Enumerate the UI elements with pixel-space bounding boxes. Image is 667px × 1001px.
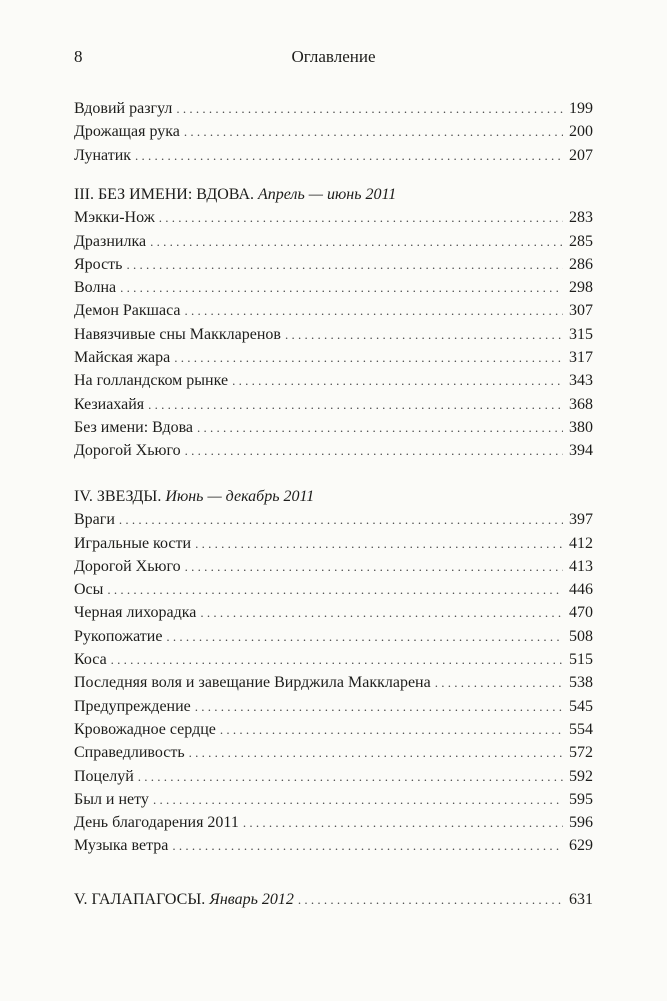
toc-entry-page: 446 — [569, 581, 593, 599]
toc-entry-page: 317 — [569, 349, 593, 367]
toc-entry-page: 394 — [569, 442, 593, 460]
dot-leader — [172, 834, 563, 857]
toc-entry-page: 397 — [569, 511, 593, 529]
toc-entry[interactable] — [74, 97, 593, 120]
toc-entry[interactable] — [74, 206, 593, 229]
toc-entry[interactable] — [74, 578, 593, 601]
dot-leader — [153, 788, 563, 811]
dot-leader — [435, 671, 563, 694]
dot-leader — [159, 206, 563, 229]
toc-entry[interactable] — [74, 648, 593, 671]
toc-entry-title: Дразнилка — [74, 232, 147, 250]
dot-leader — [232, 369, 563, 392]
toc-entry-title: Справедливость — [74, 744, 185, 762]
toc-entry-title: Кровожадное сердце — [74, 720, 216, 738]
toc-entry-page: 631 — [569, 891, 593, 908]
toc-entry-title: Дрожащая рука — [74, 123, 180, 141]
toc-entry-page: 412 — [569, 534, 593, 552]
section-heading-dates: Июнь — декабрь 2011 — [165, 488, 315, 505]
toc-entry[interactable] — [74, 671, 593, 694]
toc-entry-page: 315 — [569, 325, 593, 343]
dot-leader — [119, 508, 563, 531]
toc-entry-page: 629 — [569, 837, 593, 855]
running-title: Оглавление — [291, 47, 376, 66]
toc-entry-title: Лунатик — [74, 146, 132, 164]
dot-leader — [135, 144, 563, 167]
toc-continued-block — [74, 97, 593, 167]
toc-entry-title: Дорогой Хьюго — [74, 557, 181, 575]
page-number: 8 — [74, 47, 83, 66]
toc-entry-title: Черная лихорадка — [74, 604, 197, 622]
toc-entry[interactable] — [74, 323, 593, 346]
toc-entry-page: 307 — [569, 302, 593, 320]
toc-entry[interactable] — [74, 765, 593, 788]
toc-entry-page: 545 — [569, 697, 593, 715]
dot-leader — [200, 601, 563, 624]
section-heading-title: V. ГАЛАПАГОСЫ. — [74, 891, 206, 908]
toc-entry-page: 199 — [569, 100, 593, 117]
toc-entry-page: 368 — [569, 395, 593, 413]
dot-leader — [185, 555, 563, 578]
section-heading-dates: Апрель — июнь 2011 — [258, 186, 397, 203]
toc-entry-title: Вдовий разгул — [74, 100, 173, 117]
toc-entry-page: 283 — [569, 209, 593, 227]
toc-entry-title: Демон Ракшаса — [74, 302, 181, 320]
toc-entry-title: Игральные кости — [74, 534, 192, 552]
dot-leader — [176, 97, 563, 120]
toc-entry-title: День благодарения 2011 — [74, 814, 239, 832]
toc-entry-title: Ярость — [74, 255, 123, 273]
toc-entry-title: Музыка ветра — [74, 837, 169, 855]
dot-leader — [197, 416, 563, 439]
toc-entry-title: Был и нету — [74, 790, 149, 808]
toc-entry-title: Навязчивые сны Маккларенов — [74, 325, 281, 343]
toc-entry-page: 380 — [569, 418, 593, 436]
toc-entry[interactable] — [74, 230, 593, 253]
toc-entry[interactable] — [74, 393, 593, 416]
toc-entry[interactable] — [74, 834, 593, 857]
dot-leader — [220, 718, 563, 741]
toc-entry[interactable] — [74, 788, 593, 811]
dot-leader — [120, 276, 563, 299]
toc-entry-title: Волна — [74, 279, 117, 297]
dot-leader — [184, 120, 563, 143]
toc-entry-page: 285 — [569, 232, 593, 250]
toc-entry-title: Дорогой Хьюго — [74, 442, 181, 460]
section-heading-title: IV. ЗВЕЗДЫ. — [74, 488, 162, 505]
section-heading[interactable] — [74, 888, 593, 911]
toc-entry[interactable] — [74, 695, 593, 718]
dot-leader — [195, 532, 563, 555]
toc-entry-title: Майская жара — [74, 349, 171, 367]
toc-entry-title: Кезиахайя — [74, 395, 145, 413]
section-heading-title: III. БЕЗ ИМЕНИ: ВДОВА. — [74, 186, 255, 203]
toc-entry-title: Последняя воля и завещание Вирджила Маккларена — [74, 674, 431, 692]
dot-leader — [174, 346, 563, 369]
toc-entry-page: 343 — [569, 372, 593, 390]
toc-section-3 — [74, 183, 593, 463]
toc-entry-title: На голландском рынке — [74, 372, 229, 390]
dot-leader — [126, 253, 563, 276]
section-heading-dates: Январь 2012 — [209, 891, 294, 908]
dot-leader — [285, 323, 563, 346]
section-heading[interactable] — [74, 183, 593, 206]
dot-leader — [150, 230, 563, 253]
toc-entry-title: Предупреждение — [74, 697, 191, 715]
toc-entry[interactable] — [74, 439, 593, 462]
toc-section-5 — [74, 888, 593, 911]
dot-leader — [189, 741, 563, 764]
toc-entry[interactable] — [74, 741, 593, 764]
toc-entry-page: 592 — [569, 767, 593, 785]
toc-entry[interactable] — [74, 625, 593, 648]
toc-entry-page: 538 — [569, 674, 593, 692]
toc-entry-page: 200 — [569, 123, 593, 141]
toc-entry[interactable] — [74, 532, 593, 555]
toc-entry[interactable] — [74, 718, 593, 741]
dot-leader — [185, 299, 564, 322]
section-heading[interactable] — [74, 485, 593, 508]
toc-entry[interactable] — [74, 369, 593, 392]
dot-leader — [243, 811, 563, 834]
toc-entry-page: 596 — [569, 814, 593, 832]
toc-entry-page: 515 — [569, 651, 593, 669]
toc-entry[interactable] — [74, 120, 593, 143]
toc-section-4 — [74, 485, 593, 858]
toc-entry-title: Без имени: Вдова — [74, 418, 194, 436]
toc-entry-page: 413 — [569, 557, 593, 575]
toc-entry[interactable] — [74, 601, 593, 624]
toc-entry-page: 508 — [569, 627, 593, 645]
page-header — [74, 47, 593, 71]
toc-entry-page: 286 — [569, 255, 593, 273]
toc-entry-title: Коса — [74, 651, 107, 669]
toc-entry[interactable] — [74, 346, 593, 369]
toc-entry-title: Враги — [74, 511, 115, 529]
dot-leader — [166, 625, 563, 648]
toc-entry[interactable] — [74, 508, 593, 531]
dot-leader — [138, 765, 563, 788]
toc-entry-title: Рукопожатие — [74, 627, 163, 645]
toc-entry[interactable] — [74, 144, 593, 167]
toc-entry-page: 572 — [569, 744, 593, 762]
toc-entry[interactable] — [74, 811, 593, 834]
toc-entry[interactable] — [74, 416, 593, 439]
toc-entry-title: Поцелуй — [74, 767, 134, 785]
toc-entry-page: 207 — [569, 146, 593, 164]
dot-leader — [111, 648, 563, 671]
dot-leader — [148, 393, 563, 416]
toc-entry-page: 554 — [569, 720, 593, 738]
toc-entry-title: Осы — [74, 581, 104, 599]
dot-leader — [185, 439, 563, 462]
dot-leader — [195, 695, 563, 718]
dot-leader — [107, 578, 563, 601]
toc-entry[interactable] — [74, 555, 593, 578]
toc-entry-page: 470 — [569, 604, 593, 622]
dot-leader — [298, 888, 563, 911]
toc-entry[interactable] — [74, 299, 593, 322]
toc-entry[interactable] — [74, 276, 593, 299]
toc-entry-title: Мэкки-Нож — [74, 209, 155, 227]
section-heading-text — [74, 888, 298, 911]
toc-entry[interactable] — [74, 253, 593, 276]
toc-entry-page: 595 — [569, 790, 593, 808]
toc-entry-page: 298 — [569, 279, 593, 297]
